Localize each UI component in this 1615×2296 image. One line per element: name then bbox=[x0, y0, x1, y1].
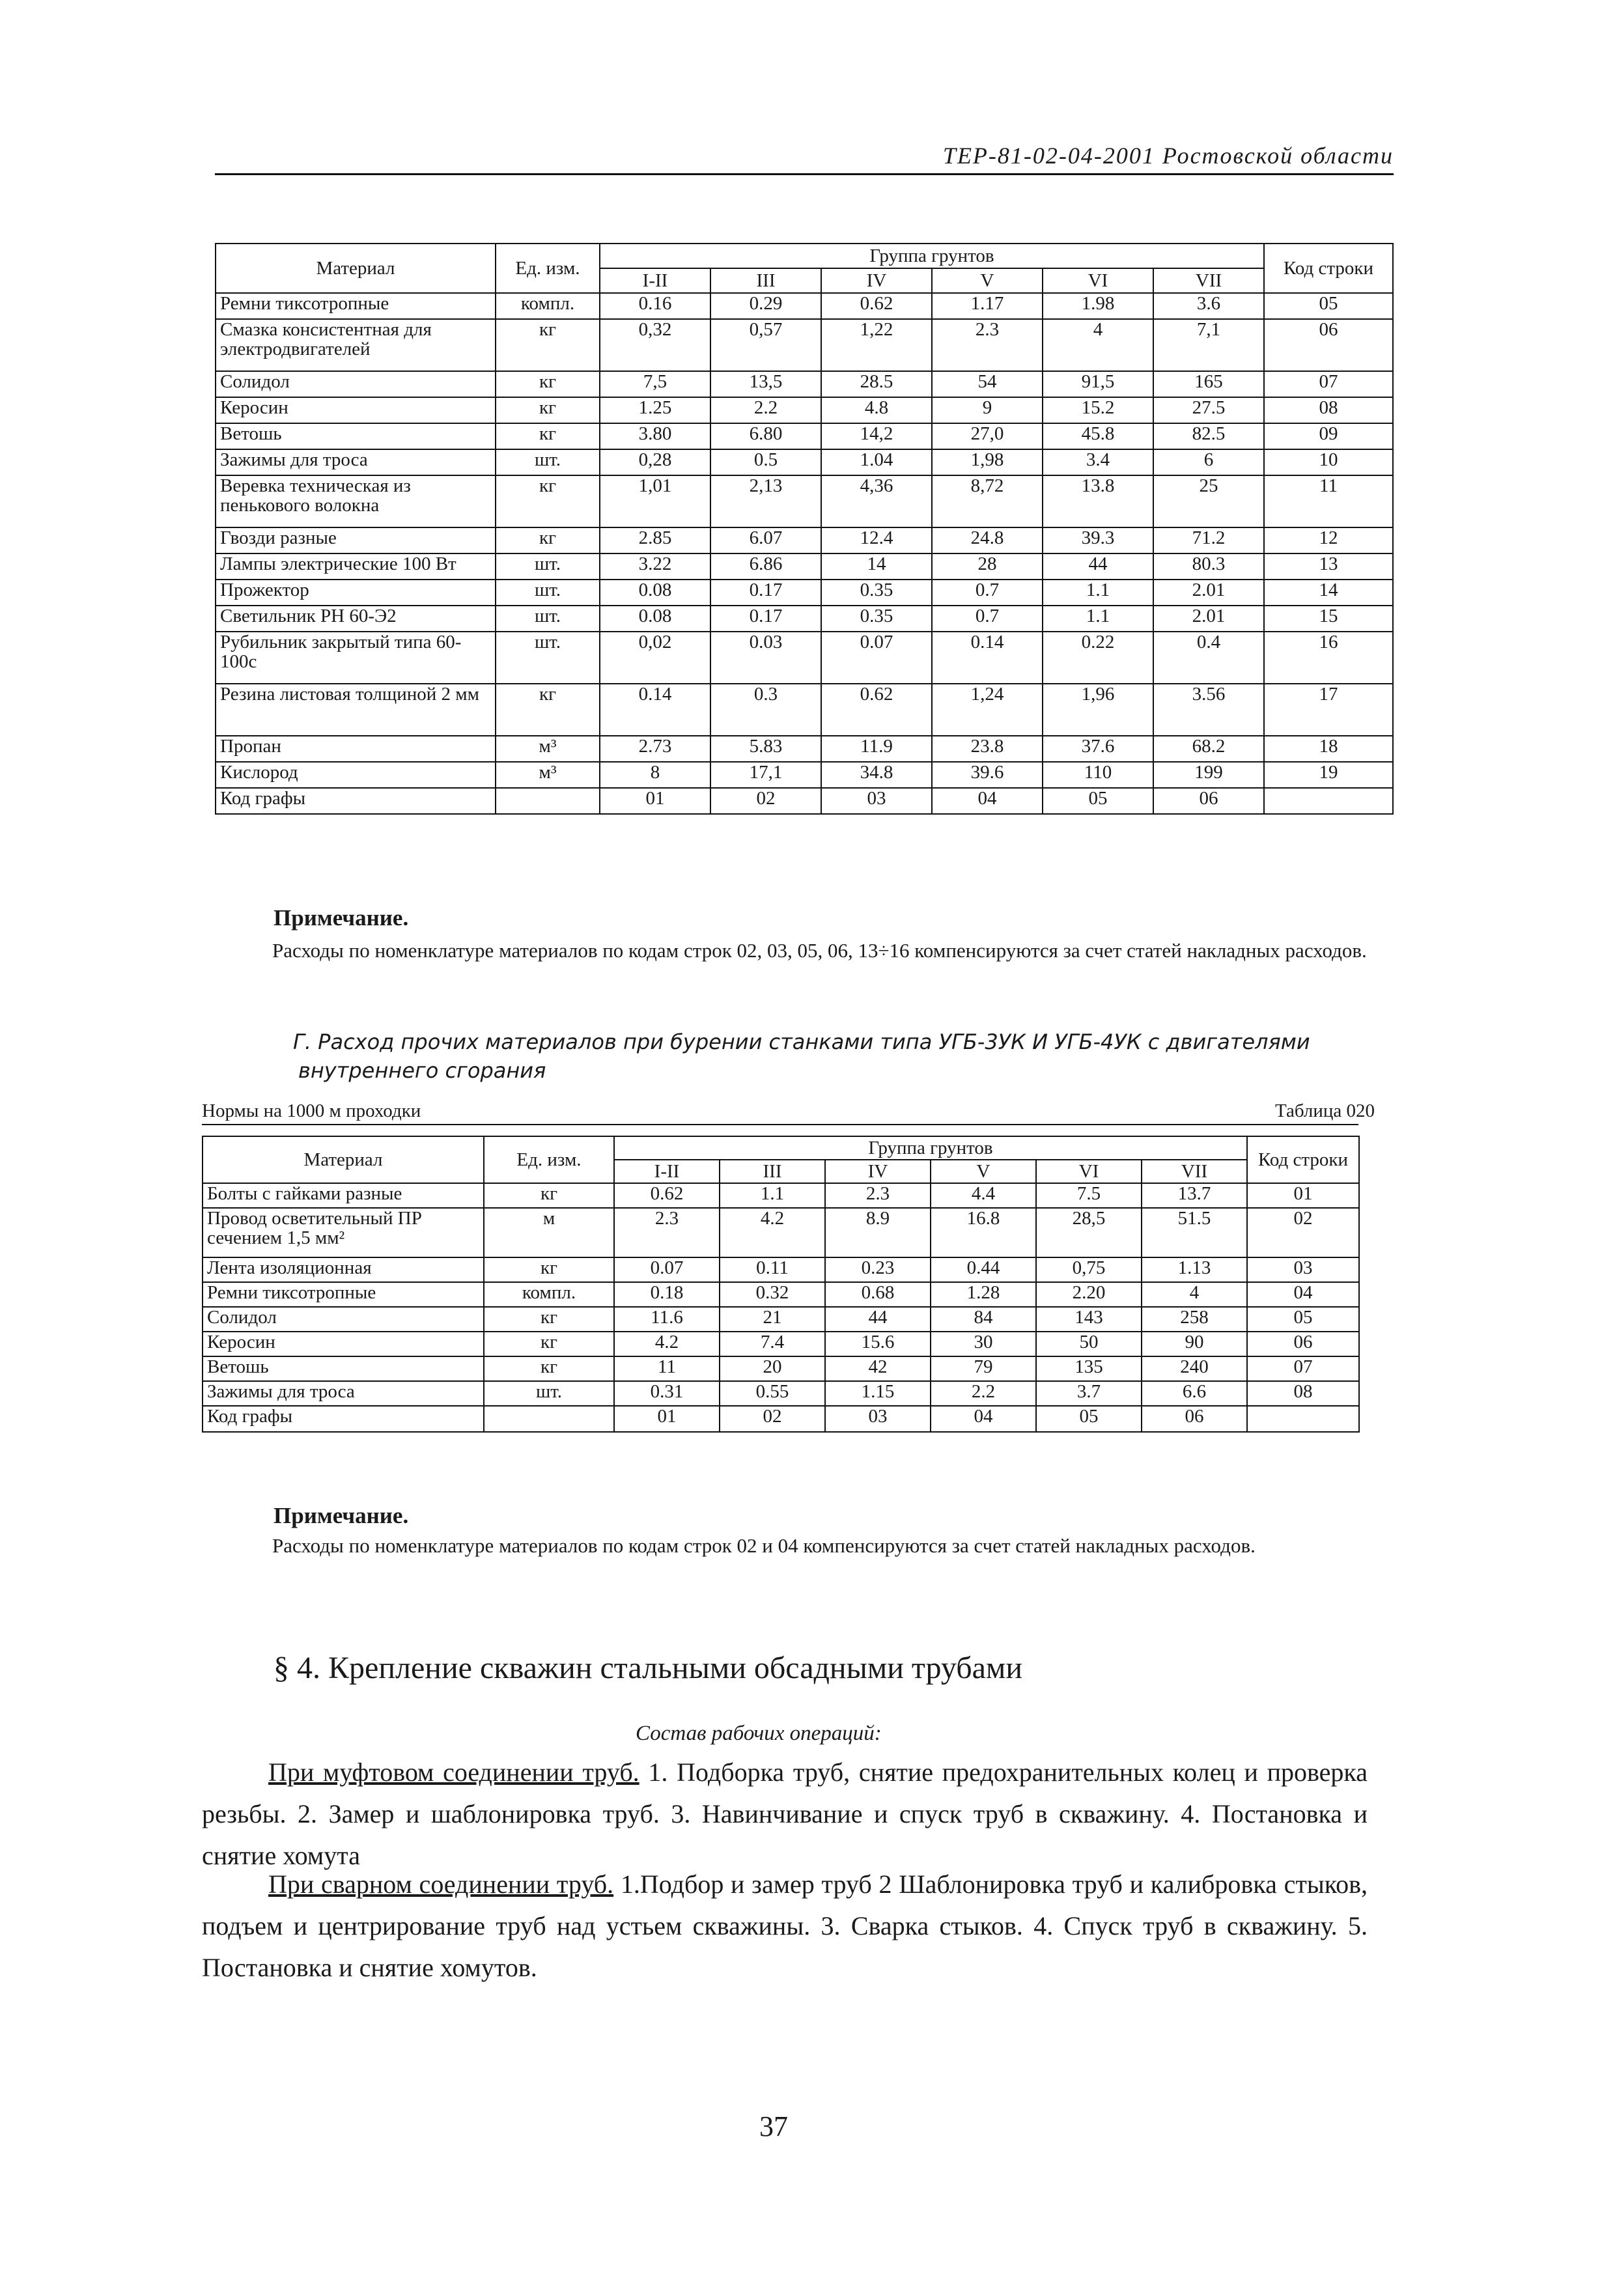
table-row bbox=[203, 1381, 1359, 1406]
value-cell: 7,1 bbox=[1153, 319, 1264, 371]
unit-cell: шт. bbox=[496, 606, 600, 632]
value-cell: 54 bbox=[932, 371, 1043, 397]
value-cell: 71.2 bbox=[1153, 527, 1264, 553]
value-cell: 0.29 bbox=[710, 293, 821, 319]
value-cell: 0.7 bbox=[932, 580, 1043, 606]
value-cell: 6.80 bbox=[710, 423, 821, 449]
section-4-title: § 4. Крепление скважин стальными обсадными трубами bbox=[274, 1651, 1023, 1685]
unit-cell: м³ bbox=[496, 762, 600, 788]
value-cell: 4.2 bbox=[614, 1332, 720, 1356]
group-header: IV bbox=[825, 1160, 931, 1183]
row-code-cell: 07 bbox=[1247, 1356, 1359, 1381]
value-cell: 1.25 bbox=[600, 397, 710, 423]
norm-rule bbox=[202, 1124, 1358, 1125]
value-cell: 15.6 bbox=[825, 1332, 931, 1356]
value-cell: 15.2 bbox=[1043, 397, 1153, 423]
row-code-cell: 08 bbox=[1247, 1381, 1359, 1406]
page-header bbox=[215, 142, 1394, 175]
value-cell: 3.4 bbox=[1043, 449, 1153, 475]
value-cell: 2.85 bbox=[600, 527, 710, 553]
value-cell: 0.08 bbox=[600, 606, 710, 632]
t2-col-material-header: Материал bbox=[203, 1136, 484, 1183]
value-cell: 0,02 bbox=[600, 632, 710, 684]
graph-code-empty bbox=[1247, 1406, 1359, 1432]
row-code-cell: 14 bbox=[1264, 580, 1393, 606]
value-cell: 1.13 bbox=[1142, 1257, 1247, 1282]
paragraph-coupling-lead: При муфтовом соединении труб. bbox=[268, 1757, 639, 1787]
value-cell: 0.55 bbox=[720, 1381, 825, 1406]
unit-cell: кг bbox=[484, 1307, 614, 1332]
table-row bbox=[216, 580, 1393, 606]
value-cell: 90 bbox=[1142, 1332, 1247, 1356]
unit-cell: шт. bbox=[496, 553, 600, 580]
unit-cell: кг bbox=[484, 1356, 614, 1381]
material-name-cell: Пропан bbox=[216, 736, 496, 762]
value-cell: 8 bbox=[600, 762, 710, 788]
value-cell: 5.83 bbox=[710, 736, 821, 762]
row-code-cell: 19 bbox=[1264, 762, 1393, 788]
value-cell: 13.7 bbox=[1142, 1183, 1247, 1208]
graph-code-cell: 01 bbox=[614, 1406, 720, 1432]
graph-code-row bbox=[216, 788, 1393, 814]
row-code-cell: 18 bbox=[1264, 736, 1393, 762]
value-cell: 0.62 bbox=[614, 1183, 720, 1208]
value-cell: 0.14 bbox=[932, 632, 1043, 684]
value-cell: 80.3 bbox=[1153, 553, 1264, 580]
value-cell: 1.1 bbox=[720, 1183, 825, 1208]
graph-code-cell: 04 bbox=[932, 788, 1043, 814]
value-cell: 0.4 bbox=[1153, 632, 1264, 684]
material-name-cell: Керосин bbox=[216, 397, 496, 423]
value-cell: 7.4 bbox=[720, 1332, 825, 1356]
value-cell: 1.17 bbox=[932, 293, 1043, 319]
table-row bbox=[203, 1332, 1359, 1356]
value-cell: 2.3 bbox=[614, 1208, 720, 1257]
material-name-cell: Резина листовая толщиной 2 мм bbox=[216, 684, 496, 736]
value-cell: 14,2 bbox=[821, 423, 932, 449]
table-row bbox=[216, 371, 1393, 397]
value-cell: 4.2 bbox=[720, 1208, 825, 1257]
row-code-cell: 01 bbox=[1247, 1183, 1359, 1208]
value-cell: 0.18 bbox=[614, 1282, 720, 1307]
value-cell: 0.44 bbox=[931, 1257, 1036, 1282]
value-cell: 3.6 bbox=[1153, 293, 1264, 319]
header-text: ТЕР-81-02-04-2001 Ростовской области bbox=[942, 143, 1394, 169]
table-row bbox=[216, 684, 1393, 736]
graph-code-unit-empty bbox=[484, 1406, 614, 1432]
table-row bbox=[216, 736, 1393, 762]
value-cell: 45.8 bbox=[1043, 423, 1153, 449]
value-cell: 0.16 bbox=[600, 293, 710, 319]
group-header: III bbox=[710, 268, 821, 293]
graph-code-unit-empty bbox=[496, 788, 600, 814]
material-name-cell: Прожектор bbox=[216, 580, 496, 606]
value-cell: 0.22 bbox=[1043, 632, 1153, 684]
value-cell: 79 bbox=[931, 1356, 1036, 1381]
value-cell: 1,96 bbox=[1043, 684, 1153, 736]
value-cell: 27,0 bbox=[932, 423, 1043, 449]
graph-code-row bbox=[203, 1406, 1359, 1432]
table-row bbox=[203, 1208, 1359, 1257]
value-cell: 27.5 bbox=[1153, 397, 1264, 423]
material-name-cell: Рубильник закрытый типа 60-100с bbox=[216, 632, 496, 684]
graph-code-label: Код графы bbox=[216, 788, 496, 814]
group-header: I-II bbox=[600, 268, 710, 293]
row-code-cell: 06 bbox=[1264, 319, 1393, 371]
table-row bbox=[216, 423, 1393, 449]
unit-cell: кг bbox=[484, 1332, 614, 1356]
value-cell: 0.35 bbox=[821, 606, 932, 632]
group-header: I-II bbox=[614, 1160, 720, 1183]
t2-col-group-header: Группа грунтов bbox=[614, 1136, 1247, 1160]
unit-cell: компл. bbox=[496, 293, 600, 319]
value-cell: 0,75 bbox=[1036, 1257, 1142, 1282]
value-cell: 28,5 bbox=[1036, 1208, 1142, 1257]
value-cell: 51.5 bbox=[1142, 1208, 1247, 1257]
value-cell: 2.3 bbox=[825, 1183, 931, 1208]
row-code-cell: 05 bbox=[1264, 293, 1393, 319]
norm-label: Нормы на 1000 м проходки bbox=[202, 1100, 421, 1121]
group-header: V bbox=[932, 268, 1043, 293]
material-name-cell: Смазка консистентная для электродвигателей bbox=[216, 319, 496, 371]
value-cell: 4.8 bbox=[821, 397, 932, 423]
value-cell: 258 bbox=[1142, 1307, 1247, 1332]
value-cell: 0.07 bbox=[614, 1257, 720, 1282]
value-cell: 1.1 bbox=[1043, 606, 1153, 632]
row-code-cell: 02 bbox=[1247, 1208, 1359, 1257]
value-cell: 0.23 bbox=[825, 1257, 931, 1282]
value-cell: 143 bbox=[1036, 1307, 1142, 1332]
value-cell: 3.7 bbox=[1036, 1381, 1142, 1406]
value-cell: 39.6 bbox=[932, 762, 1043, 788]
value-cell: 9 bbox=[932, 397, 1043, 423]
unit-cell: шт. bbox=[496, 632, 600, 684]
value-cell: 135 bbox=[1036, 1356, 1142, 1381]
unit-cell: кг bbox=[484, 1257, 614, 1282]
value-cell: 44 bbox=[825, 1307, 931, 1332]
value-cell: 2.2 bbox=[710, 397, 821, 423]
material-name-cell: Гвозди разные bbox=[216, 527, 496, 553]
value-cell: 4,36 bbox=[821, 475, 932, 527]
material-name-cell: Лампы электрические 100 Вт bbox=[216, 553, 496, 580]
note-1-text: Расходы по номенклатуре материалов по кодам строк 02, 03, 05, 06, 13÷16 компенсируются за счет статей накладных расходов. bbox=[272, 939, 1367, 962]
paragraph-coupling-text: 1. Подборка труб, снятие предохранительных колец и проверка резьбы. 2. Замер и шаблонировка труб. 3. Навинчивание и спуск труб в скважину. 4. Постановка и снятие хомута bbox=[202, 1757, 1368, 1870]
value-cell: 0,28 bbox=[600, 449, 710, 475]
value-cell: 0,32 bbox=[600, 319, 710, 371]
value-cell: 2.01 bbox=[1153, 580, 1264, 606]
value-cell: 34.8 bbox=[821, 762, 932, 788]
value-cell: 1.98 bbox=[1043, 293, 1153, 319]
value-cell: 0.7 bbox=[932, 606, 1043, 632]
value-cell: 17,1 bbox=[710, 762, 821, 788]
unit-cell: шт. bbox=[484, 1381, 614, 1406]
value-cell: 6.07 bbox=[710, 527, 821, 553]
value-cell: 0.17 bbox=[710, 580, 821, 606]
value-cell: 0.08 bbox=[600, 580, 710, 606]
table-row bbox=[203, 1282, 1359, 1307]
unit-cell: шт. bbox=[496, 580, 600, 606]
unit-cell: кг bbox=[496, 527, 600, 553]
value-cell: 7.5 bbox=[1036, 1183, 1142, 1208]
value-cell: 240 bbox=[1142, 1356, 1247, 1381]
material-name-cell: Ремни тиксотропные bbox=[216, 293, 496, 319]
value-cell: 2.3 bbox=[932, 319, 1043, 371]
note-2-title: Примечание. bbox=[274, 1503, 409, 1528]
page-number: 37 bbox=[759, 2110, 788, 2142]
unit-cell: кг bbox=[496, 684, 600, 736]
value-cell: 82.5 bbox=[1153, 423, 1264, 449]
unit-cell: м³ bbox=[496, 736, 600, 762]
graph-code-empty bbox=[1264, 788, 1393, 814]
value-cell: 11.9 bbox=[821, 736, 932, 762]
value-cell: 0.5 bbox=[710, 449, 821, 475]
table-row bbox=[216, 632, 1393, 684]
value-cell: 1.15 bbox=[825, 1381, 931, 1406]
row-code-cell: 12 bbox=[1264, 527, 1393, 553]
value-cell: 11.6 bbox=[614, 1307, 720, 1332]
value-cell: 8,72 bbox=[932, 475, 1043, 527]
t2-col-code-header: Код строки bbox=[1247, 1136, 1359, 1183]
value-cell: 0.62 bbox=[821, 293, 932, 319]
value-cell: 2.01 bbox=[1153, 606, 1264, 632]
graph-code-cell: 06 bbox=[1142, 1406, 1247, 1432]
graph-code-cell: 03 bbox=[825, 1406, 931, 1432]
materials-table-1 bbox=[215, 243, 1394, 815]
value-cell: 2.2 bbox=[931, 1381, 1036, 1406]
value-cell: 4 bbox=[1142, 1282, 1247, 1307]
value-cell: 20 bbox=[720, 1356, 825, 1381]
unit-cell: кг bbox=[496, 423, 600, 449]
material-name-cell: Солидол bbox=[216, 371, 496, 397]
value-cell: 28.5 bbox=[821, 371, 932, 397]
note-1-title: Примечание. bbox=[274, 905, 409, 931]
table-row bbox=[216, 762, 1393, 788]
graph-code-cell: 02 bbox=[720, 1406, 825, 1432]
value-cell: 199 bbox=[1153, 762, 1264, 788]
group-header: VI bbox=[1036, 1160, 1142, 1183]
value-cell: 50 bbox=[1036, 1332, 1142, 1356]
row-code-cell: 06 bbox=[1247, 1332, 1359, 1356]
table-row bbox=[216, 553, 1393, 580]
row-code-cell: 04 bbox=[1247, 1282, 1359, 1307]
material-name-cell: Ветошь bbox=[203, 1356, 484, 1381]
value-cell: 13.8 bbox=[1043, 475, 1153, 527]
material-name-cell: Солидол bbox=[203, 1307, 484, 1332]
value-cell: 1,01 bbox=[600, 475, 710, 527]
material-name-cell: Болты с гайками разные bbox=[203, 1183, 484, 1208]
graph-code-cell: 01 bbox=[600, 788, 710, 814]
materials-table-2 bbox=[202, 1136, 1360, 1433]
value-cell: 0.07 bbox=[821, 632, 932, 684]
row-code-cell: 16 bbox=[1264, 632, 1393, 684]
group-header: VII bbox=[1153, 268, 1264, 293]
material-name-cell: Ветошь bbox=[216, 423, 496, 449]
unit-cell: м bbox=[484, 1208, 614, 1257]
section-4-subtitle: Состав рабочих операций: bbox=[636, 1722, 882, 1745]
table-row bbox=[203, 1307, 1359, 1332]
value-cell: 28 bbox=[932, 553, 1043, 580]
value-cell: 30 bbox=[931, 1332, 1036, 1356]
material-name-cell: Керосин bbox=[203, 1332, 484, 1356]
material-name-cell: Кислород bbox=[216, 762, 496, 788]
value-cell: 0.62 bbox=[821, 684, 932, 736]
value-cell: 68.2 bbox=[1153, 736, 1264, 762]
value-cell: 1.1 bbox=[1043, 580, 1153, 606]
material-name-cell: Зажимы для троса bbox=[203, 1381, 484, 1406]
value-cell: 110 bbox=[1043, 762, 1153, 788]
group-header: VII bbox=[1142, 1160, 1247, 1183]
paragraph-welded bbox=[202, 1864, 1368, 1989]
row-code-cell: 08 bbox=[1264, 397, 1393, 423]
graph-code-cell: 06 bbox=[1153, 788, 1264, 814]
t2-col-unit-header: Ед. изм. bbox=[484, 1136, 614, 1183]
row-code-cell: 03 bbox=[1247, 1257, 1359, 1282]
material-name-cell: Ремни тиксотропные bbox=[203, 1282, 484, 1307]
unit-cell: кг bbox=[496, 371, 600, 397]
value-cell: 91,5 bbox=[1043, 371, 1153, 397]
table-row bbox=[203, 1356, 1359, 1381]
material-name-cell: Веревка техническая из пенькового волокна bbox=[216, 475, 496, 527]
unit-cell: кг bbox=[496, 397, 600, 423]
group-header: V bbox=[931, 1160, 1036, 1183]
value-cell: 165 bbox=[1153, 371, 1264, 397]
value-cell: 6.86 bbox=[710, 553, 821, 580]
value-cell: 16.8 bbox=[931, 1208, 1036, 1257]
value-cell: 0.35 bbox=[821, 580, 932, 606]
row-code-cell: 17 bbox=[1264, 684, 1393, 736]
group-header: VI bbox=[1043, 268, 1153, 293]
paragraph-welded-text: 1.Подбор и замер труб 2 Шаблонировка труб и калибровка стыков, подъем и центрирование труб над устьем скважины. 3. Сварка стыков. 4. Спуск труб в скважину. 5. Постановка и снятие хомутов. bbox=[202, 1869, 1368, 1982]
value-cell: 0.32 bbox=[720, 1282, 825, 1307]
value-cell: 6.6 bbox=[1142, 1381, 1247, 1406]
value-cell: 21 bbox=[720, 1307, 825, 1332]
unit-cell: шт. bbox=[496, 449, 600, 475]
value-cell: 23.8 bbox=[932, 736, 1043, 762]
value-cell: 13,5 bbox=[710, 371, 821, 397]
table-row bbox=[216, 319, 1393, 371]
value-cell: 0.14 bbox=[600, 684, 710, 736]
value-cell: 3.22 bbox=[600, 553, 710, 580]
value-cell: 0.03 bbox=[710, 632, 821, 684]
row-code-cell: 15 bbox=[1264, 606, 1393, 632]
value-cell: 2,13 bbox=[710, 475, 821, 527]
value-cell: 0,57 bbox=[710, 319, 821, 371]
value-cell: 3.56 bbox=[1153, 684, 1264, 736]
value-cell: 6 bbox=[1153, 449, 1264, 475]
value-cell: 3.80 bbox=[600, 423, 710, 449]
col-unit-header: Ед. изм. bbox=[496, 244, 600, 293]
table-row bbox=[216, 475, 1393, 527]
col-material-header: Материал bbox=[216, 244, 496, 293]
value-cell: 0.68 bbox=[825, 1282, 931, 1307]
value-cell: 84 bbox=[931, 1307, 1036, 1332]
unit-cell: кг bbox=[496, 475, 600, 527]
group-header: IV bbox=[821, 268, 932, 293]
table-row bbox=[216, 606, 1393, 632]
graph-code-cell: 04 bbox=[931, 1406, 1036, 1432]
graph-code-label: Код графы bbox=[203, 1406, 484, 1432]
value-cell: 4.4 bbox=[931, 1183, 1036, 1208]
value-cell: 12.4 bbox=[821, 527, 932, 553]
value-cell: 1,98 bbox=[932, 449, 1043, 475]
value-cell: 0.11 bbox=[720, 1257, 825, 1282]
value-cell: 0.17 bbox=[710, 606, 821, 632]
col-group-header: Группа грунтов bbox=[600, 244, 1264, 268]
section-g-title-line1: Г. Расход прочих материалов при бурении станками типа УГБ-3УК И УГБ-4УК с двигателями bbox=[293, 1029, 1310, 1054]
value-cell: 8.9 bbox=[825, 1208, 931, 1257]
value-cell: 1,22 bbox=[821, 319, 932, 371]
row-code-cell: 07 bbox=[1264, 371, 1393, 397]
value-cell: 11 bbox=[614, 1356, 720, 1381]
paragraph-coupling bbox=[202, 1752, 1368, 1877]
group-header: III bbox=[720, 1160, 825, 1183]
graph-code-cell: 05 bbox=[1043, 788, 1153, 814]
value-cell: 24.8 bbox=[932, 527, 1043, 553]
col-code-header: Код строки bbox=[1264, 244, 1393, 293]
row-code-cell: 10 bbox=[1264, 449, 1393, 475]
row-code-cell: 13 bbox=[1264, 553, 1393, 580]
note-2-text: Расходы по номенклатуре материалов по кодам строк 02 и 04 компенсируются за счет статей накладных расходов. bbox=[272, 1534, 1256, 1557]
paragraph-welded-lead: При сварном соединении труб. bbox=[268, 1869, 614, 1899]
value-cell: 25 bbox=[1153, 475, 1264, 527]
value-cell: 44 bbox=[1043, 553, 1153, 580]
value-cell: 0.3 bbox=[710, 684, 821, 736]
table-row bbox=[216, 449, 1393, 475]
value-cell: 39.3 bbox=[1043, 527, 1153, 553]
value-cell: 0.31 bbox=[614, 1381, 720, 1406]
value-cell: 2.20 bbox=[1036, 1282, 1142, 1307]
graph-code-cell: 02 bbox=[710, 788, 821, 814]
unit-cell: компл. bbox=[484, 1282, 614, 1307]
value-cell: 1.28 bbox=[931, 1282, 1036, 1307]
graph-code-cell: 03 bbox=[821, 788, 932, 814]
table-label: Таблица 020 bbox=[1275, 1100, 1375, 1121]
section-g-title-line2: внутреннего сгорания bbox=[298, 1058, 546, 1083]
material-name-cell: Светильник РН 60-Э2 bbox=[216, 606, 496, 632]
row-code-cell: 05 bbox=[1247, 1307, 1359, 1332]
material-name-cell: Зажимы для троса bbox=[216, 449, 496, 475]
unit-cell: кг bbox=[484, 1183, 614, 1208]
material-name-cell: Лента изоляционная bbox=[203, 1257, 484, 1282]
graph-code-cell: 05 bbox=[1036, 1406, 1142, 1432]
value-cell: 14 bbox=[821, 553, 932, 580]
table-row bbox=[216, 397, 1393, 423]
value-cell: 7,5 bbox=[600, 371, 710, 397]
row-code-cell: 09 bbox=[1264, 423, 1393, 449]
table-row bbox=[216, 527, 1393, 553]
table-row bbox=[203, 1257, 1359, 1282]
table-row bbox=[203, 1183, 1359, 1208]
value-cell: 1,24 bbox=[932, 684, 1043, 736]
value-cell: 4 bbox=[1043, 319, 1153, 371]
row-code-cell: 11 bbox=[1264, 475, 1393, 527]
value-cell: 1.04 bbox=[821, 449, 932, 475]
value-cell: 2.73 bbox=[600, 736, 710, 762]
material-name-cell: Провод осветительный ПР сечением 1,5 мм² bbox=[203, 1208, 484, 1257]
table-row bbox=[216, 293, 1393, 319]
value-cell: 42 bbox=[825, 1356, 931, 1381]
value-cell: 37.6 bbox=[1043, 736, 1153, 762]
unit-cell: кг bbox=[496, 319, 600, 371]
